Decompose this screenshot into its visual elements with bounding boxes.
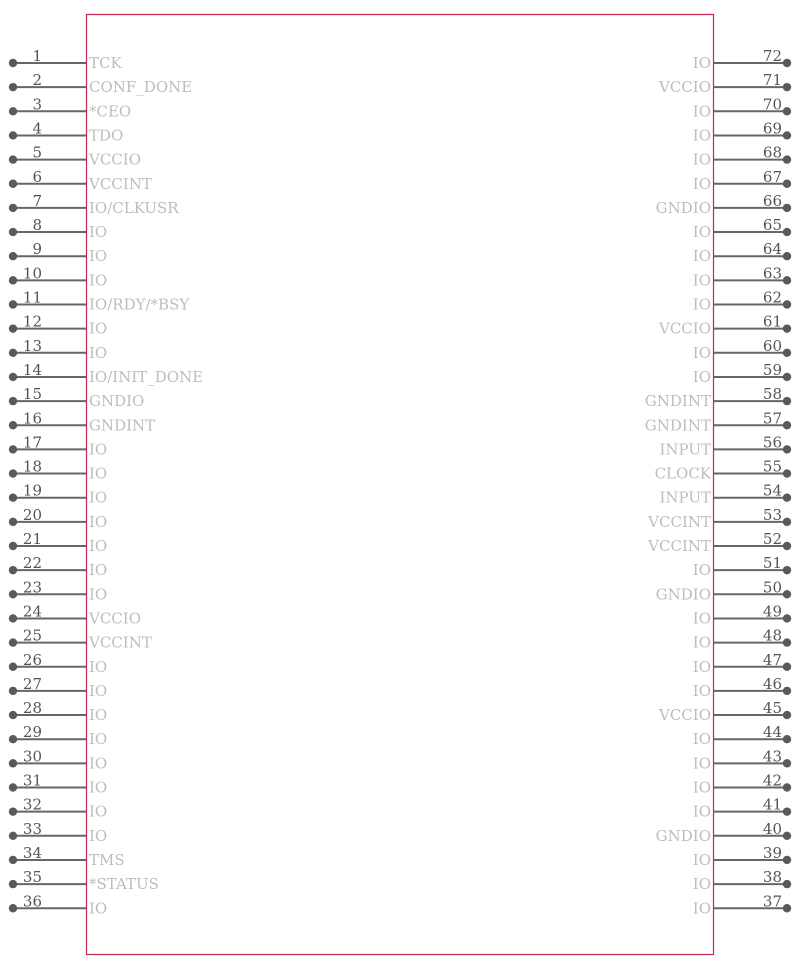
pin-name: IO (692, 657, 711, 676)
pin-endpoint-dot (783, 276, 791, 284)
pin-number: 47 (762, 650, 782, 669)
pin-20 (9, 506, 107, 531)
pin-name: IO (692, 754, 711, 773)
pin-name: IO (692, 367, 711, 386)
pin-22 (9, 554, 107, 579)
pin-endpoint-dot (783, 421, 791, 429)
pin-64 (693, 240, 791, 265)
pin-10 (9, 264, 107, 289)
pin-endpoint-dot (9, 494, 17, 502)
pin-name: VCCINT (648, 512, 711, 531)
pin-endpoint-dot (9, 397, 17, 405)
pin-name: VCCIO (658, 78, 711, 97)
ic-body-outline (87, 15, 714, 955)
pin-endpoint-dot (783, 83, 791, 91)
pin-endpoint-dot (783, 155, 791, 163)
pin-number: 62 (762, 288, 782, 307)
pin-endpoint-dot (783, 542, 791, 550)
pin-41 (693, 796, 791, 821)
pin-endpoint-dot (9, 856, 17, 864)
pin-number: 20 (22, 505, 42, 524)
pin-49 (693, 602, 791, 627)
pin-name: VCCIO (89, 150, 142, 169)
pin-69 (693, 119, 791, 144)
pin-name: IO (692, 271, 711, 290)
pin-endpoint-dot (9, 759, 17, 767)
pin-endpoint-dot (9, 204, 17, 212)
pin-42 (693, 772, 791, 797)
pin-2 (9, 71, 192, 96)
pin-name: GNDINT (644, 416, 711, 435)
pin-number: 55 (762, 457, 782, 476)
pin-number: 11 (22, 288, 42, 307)
pin-name: IO (89, 319, 108, 338)
pin-6 (9, 168, 152, 193)
pin-19 (9, 482, 107, 507)
pin-number: 4 (32, 119, 42, 138)
pin-number: 66 (762, 191, 782, 210)
pin-number: 17 (22, 433, 42, 452)
pin-number: 12 (22, 312, 42, 331)
pin-endpoint-dot (783, 107, 791, 115)
pin-number: 46 (762, 674, 782, 693)
pin-name: VCCINT (648, 537, 711, 555)
pin-name: IO (89, 730, 108, 749)
pin-endpoint-dot (783, 518, 791, 526)
pin-number: 36 (22, 892, 42, 911)
pin-9 (9, 240, 107, 265)
pin-name: GNDIO (655, 826, 711, 845)
pin-endpoint-dot (783, 759, 791, 767)
pin-number: 53 (762, 505, 782, 524)
pin-53 (647, 506, 791, 531)
pin-number: 13 (22, 336, 42, 355)
pin-name: IO (89, 778, 108, 797)
pin-number: 40 (762, 819, 782, 838)
pin-name: IO (692, 633, 711, 652)
pin-endpoint-dot (783, 204, 791, 212)
pin-number: 23 (22, 578, 42, 597)
pin-18 (9, 458, 107, 483)
pin-name: IO (692, 174, 711, 193)
pin-38 (693, 868, 791, 893)
pin-endpoint-dot (783, 131, 791, 139)
pin-56 (659, 433, 791, 458)
pin-endpoint-dot (9, 131, 17, 139)
pin-name: TCK (89, 54, 122, 72)
pin-number: 60 (762, 336, 782, 355)
pin-endpoint-dot (9, 324, 17, 332)
pin-number: 18 (22, 457, 42, 476)
pin-number: 31 (22, 771, 42, 790)
pin-endpoint-dot (9, 590, 17, 598)
pin-17 (9, 433, 107, 458)
pin-endpoint-dot (9, 421, 17, 429)
pin-number: 43 (762, 747, 782, 766)
pin-24 (9, 602, 141, 627)
pin-endpoint-dot (783, 373, 791, 381)
pin-endpoint-dot (783, 783, 791, 791)
pin-endpoint-dot (9, 445, 17, 453)
pin-15 (9, 385, 145, 410)
pin-name: IO (692, 730, 711, 749)
pin-62 (693, 289, 791, 314)
pin-46 (693, 675, 791, 700)
pin-name: CONF_DONE (89, 78, 193, 97)
pin-name: IO (692, 247, 711, 266)
pin-number: 7 (32, 191, 42, 210)
pin-name: IO (89, 706, 108, 725)
pin-endpoint-dot (783, 807, 791, 815)
pin-60 (693, 337, 791, 362)
pin-65 (693, 216, 791, 241)
pin-endpoint-dot (9, 880, 17, 888)
pin-number: 63 (762, 264, 782, 283)
pin-43 (693, 747, 791, 772)
pin-name: IO (89, 488, 108, 507)
pin-number: 59 (762, 360, 782, 379)
pin-61 (658, 313, 791, 338)
pin-number: 30 (22, 747, 42, 766)
pin-name: IO (89, 657, 108, 676)
pin-57 (645, 409, 791, 434)
pin-number: 64 (762, 240, 782, 259)
pin-number: 67 (762, 167, 782, 186)
pin-name: IO (89, 464, 108, 483)
pin-number: 3 (32, 95, 42, 114)
pin-name: *STATUS (89, 875, 159, 894)
pin-endpoint-dot (9, 735, 17, 743)
pin-28 (9, 699, 107, 724)
pin-70 (693, 95, 791, 120)
pin-number: 5 (32, 143, 42, 162)
pin-endpoint-dot (783, 349, 791, 357)
pin-endpoint-dot (9, 155, 17, 163)
pin-endpoint-dot (9, 373, 17, 381)
pin-48 (693, 627, 791, 652)
pin-name: IO (89, 537, 108, 555)
pin-endpoint-dot (9, 228, 17, 236)
pin-endpoint-dot (783, 445, 791, 453)
pin-endpoint-dot (9, 904, 17, 912)
pin-endpoint-dot (9, 542, 17, 550)
pin-number: 51 (762, 554, 782, 573)
pin-endpoint-dot (783, 832, 791, 840)
pin-number: 21 (22, 530, 42, 548)
pin-name: INPUT (659, 440, 711, 459)
pin-34 (9, 844, 125, 869)
pin-name: VCCINT (89, 174, 152, 193)
pin-endpoint-dot (783, 300, 791, 308)
pin-21 (9, 530, 107, 555)
right-pin-column (645, 47, 791, 917)
pin-66 (656, 192, 792, 217)
pin-11 (9, 289, 191, 314)
pin-endpoint-dot (783, 687, 791, 695)
pin-name: IO (692, 802, 711, 821)
pin-name: IO (692, 850, 711, 869)
pin-12 (9, 313, 107, 338)
pin-number: 34 (22, 843, 42, 862)
pin-number: 72 (762, 47, 782, 65)
pin-number: 35 (22, 868, 42, 887)
pin-name: IO/RDY/*BSY (89, 295, 190, 314)
pin-number: 41 (762, 795, 782, 814)
pin-number: 68 (762, 143, 782, 162)
pin-3 (9, 95, 131, 120)
pin-number: 1 (32, 47, 42, 65)
pin-name: IO (89, 754, 108, 773)
pin-45 (658, 699, 791, 724)
pin-number: 61 (762, 312, 782, 331)
pin-name: VCCIO (89, 609, 142, 628)
pin-63 (693, 264, 791, 289)
pin-number: 38 (762, 868, 782, 887)
pin-number: 25 (22, 626, 42, 645)
pin-number: 58 (762, 385, 782, 404)
pin-number: 42 (762, 771, 782, 790)
pin-23 (9, 578, 107, 603)
pin-name: IO (89, 585, 108, 604)
pin-name: IO (89, 223, 108, 242)
pin-name: IO (692, 343, 711, 362)
pin-endpoint-dot (9, 638, 17, 646)
pin-name: IO/CLKUSR (89, 198, 179, 217)
pin-number: 9 (32, 240, 42, 259)
pin-number: 65 (762, 216, 782, 235)
pin-name: IO (692, 295, 711, 314)
pin-name: IO (692, 899, 711, 918)
pin-71 (658, 71, 791, 96)
pin-name: IO (692, 126, 711, 145)
pin-36 (9, 892, 107, 917)
pin-number: 27 (22, 674, 42, 693)
pin-endpoint-dot (783, 711, 791, 719)
pin-endpoint-dot (783, 494, 791, 502)
pin-name: VCCINT (89, 633, 152, 652)
pin-name: IO (89, 271, 108, 290)
pin-35 (9, 868, 159, 893)
pin-name: IO (692, 609, 711, 628)
pin-4 (9, 119, 124, 144)
pin-endpoint-dot (783, 228, 791, 236)
pin-name: IO (89, 343, 108, 362)
pin-37 (693, 892, 791, 917)
pin-14 (9, 361, 203, 386)
pin-67 (693, 168, 791, 193)
pin-72 (693, 47, 791, 72)
pin-name: *CEO (89, 102, 132, 121)
pin-endpoint-dot (9, 783, 17, 791)
pin-27 (9, 675, 107, 700)
pin-name: VCCIO (658, 706, 711, 725)
pin-number: 37 (762, 892, 782, 911)
pin-endpoint-dot (783, 856, 791, 864)
pin-name: TDO (89, 126, 124, 145)
pin-number: 33 (22, 819, 42, 838)
pin-number: 14 (22, 360, 42, 379)
pin-name: GNDINT (644, 392, 711, 411)
pin-endpoint-dot (9, 663, 17, 671)
pin-number: 6 (32, 167, 42, 186)
pin-55 (655, 458, 792, 483)
pin-31 (9, 772, 107, 797)
pin-name: IO (692, 778, 711, 797)
pin-number: 52 (762, 530, 782, 548)
pin-13 (9, 337, 107, 362)
pin-name: IO/INIT_DONE (89, 367, 204, 386)
pin-58 (645, 385, 791, 410)
pin-name: CLOCK (654, 464, 711, 483)
pin-endpoint-dot (9, 832, 17, 840)
pin-name: IO (89, 247, 108, 266)
pin-endpoint-dot (9, 300, 17, 308)
pin-number: 19 (22, 481, 42, 500)
pin-endpoint-dot (9, 807, 17, 815)
pin-8 (9, 216, 107, 241)
pin-number: 24 (22, 602, 42, 621)
pin-endpoint-dot (9, 469, 17, 477)
pin-39 (693, 844, 791, 869)
pin-25 (9, 627, 152, 652)
pin-name: IO (692, 561, 711, 580)
pin-name: IO (692, 223, 711, 242)
pin-name: IO (692, 681, 711, 700)
pin-7 (9, 192, 180, 217)
pin-name: GNDIO (655, 585, 711, 604)
pin-endpoint-dot (9, 252, 17, 260)
pin-number: 71 (762, 71, 782, 90)
pin-59 (693, 361, 791, 386)
pin-54 (659, 482, 791, 507)
pin-number: 16 (22, 409, 42, 428)
pin-number: 29 (22, 723, 42, 742)
pin-endpoint-dot (783, 663, 791, 671)
pin-name: IO (692, 102, 711, 121)
pin-endpoint-dot (9, 687, 17, 695)
pin-68 (693, 144, 791, 169)
pin-number: 54 (762, 481, 782, 500)
pin-52 (647, 530, 791, 555)
pin-endpoint-dot (9, 59, 17, 67)
pin-number: 70 (762, 95, 782, 114)
pin-endpoint-dot (9, 349, 17, 357)
pin-number: 50 (762, 578, 782, 597)
pin-endpoint-dot (783, 252, 791, 260)
pin-47 (693, 651, 791, 676)
pin-30 (9, 747, 107, 772)
pin-endpoint-dot (783, 397, 791, 405)
pin-endpoint-dot (9, 83, 17, 91)
pin-number: 49 (762, 602, 782, 621)
pin-16 (9, 409, 155, 434)
pin-endpoint-dot (9, 276, 17, 284)
pin-number: 10 (22, 264, 42, 283)
pin-1 (9, 47, 123, 72)
pin-name: IO (692, 150, 711, 169)
pin-40 (656, 820, 792, 845)
pin-32 (9, 796, 107, 821)
pin-endpoint-dot (783, 638, 791, 646)
pin-name: GNDINT (89, 416, 156, 435)
left-pin-column (9, 47, 203, 917)
pin-endpoint-dot (9, 518, 17, 526)
pin-number: 44 (762, 723, 782, 742)
pin-endpoint-dot (783, 469, 791, 477)
pin-51 (693, 554, 791, 579)
pin-endpoint-dot (783, 614, 791, 622)
pin-44 (693, 723, 791, 748)
pin-endpoint-dot (9, 566, 17, 574)
pin-name: IO (89, 826, 108, 845)
pin-number: 22 (22, 554, 42, 573)
pin-name: GNDIO (89, 392, 145, 411)
pin-name: IO (89, 440, 108, 459)
pin-number: 57 (762, 409, 782, 428)
pin-name: GNDIO (655, 198, 711, 217)
pin-name: IO (89, 561, 108, 580)
pin-name: IO (89, 681, 108, 700)
pin-endpoint-dot (9, 614, 17, 622)
pin-name: IO (89, 899, 108, 918)
pin-endpoint-dot (9, 180, 17, 188)
pin-name: IO (89, 802, 108, 821)
pin-50 (656, 578, 792, 603)
pin-number: 2 (32, 71, 42, 90)
pin-33 (9, 820, 107, 845)
pin-name: VCCIO (658, 319, 711, 338)
pin-29 (9, 723, 107, 748)
pin-5 (9, 144, 141, 169)
pin-name: TMS (89, 850, 125, 869)
pin-endpoint-dot (783, 880, 791, 888)
pin-number: 69 (762, 119, 782, 138)
pin-26 (9, 651, 107, 676)
pin-endpoint-dot (783, 324, 791, 332)
pin-name: IO (89, 512, 108, 531)
pin-number: 39 (762, 843, 782, 862)
pin-endpoint-dot (783, 566, 791, 574)
pin-number: 48 (762, 626, 782, 645)
pin-endpoint-dot (9, 107, 17, 115)
pin-number: 45 (762, 699, 782, 718)
pin-number: 32 (22, 795, 42, 814)
pin-number: 26 (22, 650, 42, 669)
pin-number: 28 (22, 699, 42, 718)
pin-name: INPUT (659, 488, 711, 507)
pin-number: 56 (762, 433, 782, 452)
pin-endpoint-dot (783, 904, 791, 912)
pin-endpoint-dot (783, 180, 791, 188)
pin-endpoint-dot (9, 711, 17, 719)
pin-endpoint-dot (783, 590, 791, 598)
pin-endpoint-dot (783, 59, 791, 67)
pin-endpoint-dot (783, 735, 791, 743)
pin-number: 15 (22, 385, 42, 404)
pin-number: 8 (32, 216, 42, 235)
pin-name: IO (692, 875, 711, 894)
pin-name: IO (692, 54, 711, 72)
